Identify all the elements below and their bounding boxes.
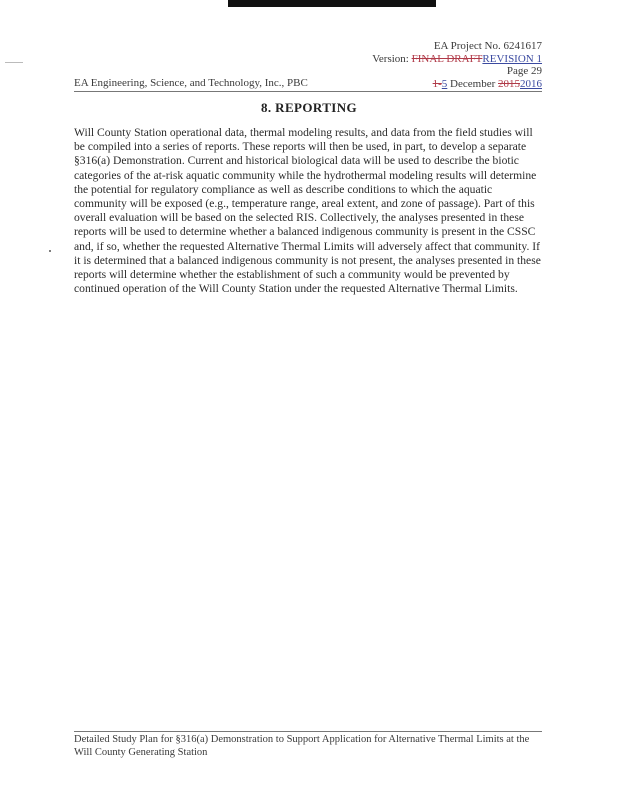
version-prefix: Version: (372, 52, 412, 65)
scan-mark (5, 62, 23, 63)
version-struck: FINAL DRAFT (411, 52, 483, 65)
footer-text: Detailed Study Plan for §316(a) Demonstration to Support Application for Alternative Thermal Limits at the Will County Generating Station (74, 734, 530, 758)
scan-dot (49, 250, 51, 252)
version-inserted: REVISION 1 (482, 52, 542, 65)
project-number: EA Project No. 6241617 (433, 40, 542, 52)
version-line (372, 53, 542, 66)
date-struck-day: 1- (432, 77, 442, 90)
date-line (372, 78, 542, 91)
section-title: 8. REPORTING (260, 100, 358, 115)
document-header-right (372, 40, 542, 90)
date-day: 5 (441, 77, 448, 90)
date-struck-year: 2015 (498, 77, 520, 90)
body-paragraph: Will County Station operational data, thermal modeling results, and data from the field studies will be compiled into a series of reports. These reports will then be used, in part, to develop a separate §316(a) Demonstration. Current and historical biological data will be used to describe the biotic categories of the at-risk aquatic community while the hydrothermal modeling results will determine the potential for regulatory compliance as well as describe conditions to which the aquatic community will be exposed (e.g., temperature range, areal extent, and zone of passage). Part of this overall evaluation will be based on the selected RIS. Collectively, the analyses presented in these reports will be used to determine whether a balanced indigenous community is present in the CSSC and, if so, whether the requested Alternative Thermal Limits will adversely affect that community. If it is determined that a balanced indigenous community is not present, the analyses presented in these reports will determine whether the establishment of such a community would be prevented by continued operation of the Will County Station under the requested Alternative Thermal Limits. (74, 126, 541, 296)
date-year: 2016 (520, 77, 542, 90)
scan-edge-bar (228, 0, 436, 7)
header-divider (74, 91, 542, 92)
date-month: December (447, 77, 498, 90)
footer-divider (74, 731, 542, 732)
page-number: Page 29 (506, 65, 542, 77)
section-body (74, 126, 544, 296)
company-name: EA Engineering, Science, and Technology, Inc., PBC (74, 77, 308, 89)
